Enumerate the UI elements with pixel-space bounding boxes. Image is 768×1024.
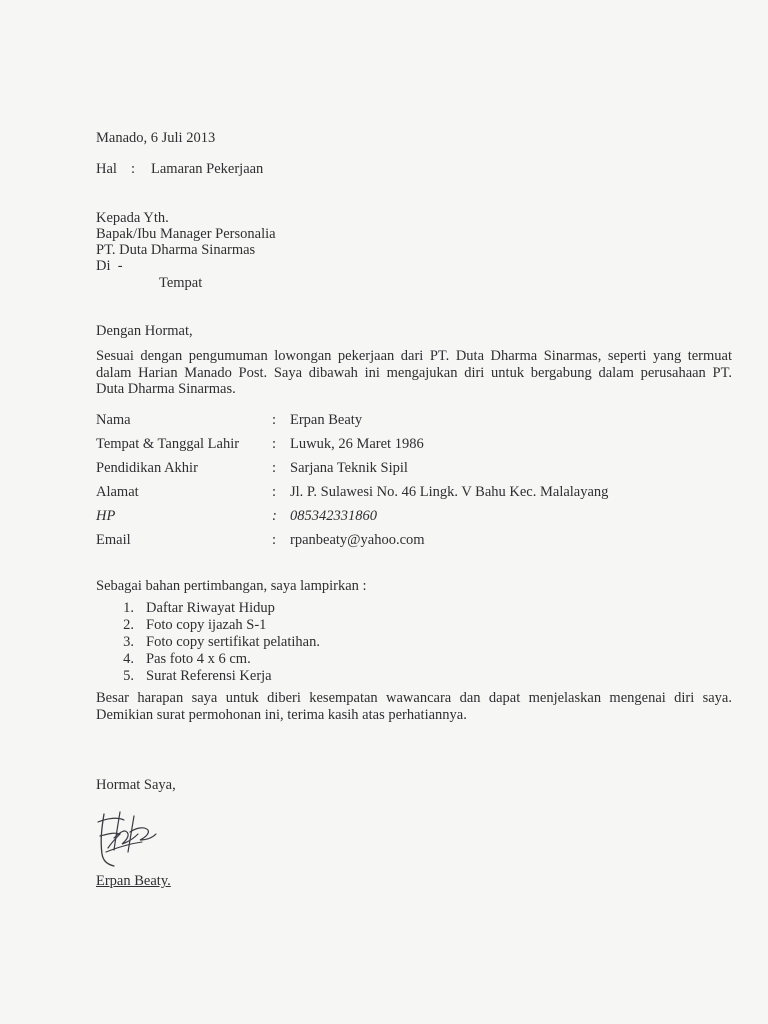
intro-line-3: Duta Dharma Sinarmas.	[96, 381, 236, 397]
detail-label: Email	[96, 532, 131, 548]
detail-colon: :	[272, 412, 277, 428]
detail-value: Sarjana Teknik Sipil	[290, 460, 408, 476]
recipient-line-4: Di -	[96, 258, 123, 274]
subject-label: Hal	[96, 161, 117, 177]
detail-label: Tempat & Tanggal Lahir	[96, 436, 240, 452]
list-item-number: 5.	[123, 668, 134, 684]
intro-line-2: dalam Harian Manado Post. Saya dibawah ini mengajukan diri untuk bergabung dalam perusahaan PT.	[96, 364, 732, 381]
place-date: Manado, 6 Juli 2013	[96, 130, 216, 146]
subject-value: Lamaran Pekerjaan	[151, 161, 264, 177]
detail-label: Alamat	[96, 484, 139, 500]
list-item-text: Surat Referensi Kerja	[146, 668, 272, 684]
detail-value: 085342331860	[290, 508, 377, 524]
signer-name: Erpan Beaty.	[96, 873, 171, 889]
detail-colon: :	[272, 460, 277, 476]
detail-label: HP	[96, 508, 116, 524]
recipient-line-5: Tempat	[159, 275, 203, 291]
list-item-text: Foto copy sertifikat pelatihan.	[146, 634, 320, 650]
handwritten-signature	[94, 808, 158, 868]
list-item-text: Pas foto 4 x 6 cm.	[146, 651, 251, 667]
recipient-line-3: PT. Duta Dharma Sinarmas	[96, 242, 256, 258]
detail-colon: :	[272, 484, 277, 500]
list-item-number: 2.	[123, 617, 134, 633]
sign-off: Hormat Saya,	[96, 777, 176, 793]
greeting: Dengan Hormat,	[96, 323, 193, 339]
detail-colon: :	[272, 436, 277, 452]
list-item-text: Foto copy ijazah S-1	[146, 617, 267, 633]
subject-colon: :	[131, 161, 136, 177]
list-item-number: 1.	[123, 600, 134, 616]
recipient-line-2: Bapak/Ibu Manager Personalia	[96, 226, 276, 242]
detail-value: Luwuk, 26 Maret 1986	[290, 436, 424, 452]
closing-paragraph	[96, 690, 732, 723]
recipient-line-1: Kepada Yth.	[96, 210, 169, 226]
detail-label: Pendidikan Akhir	[96, 460, 198, 476]
detail-value: rpanbeaty@yahoo.com	[290, 532, 425, 548]
intro-paragraph	[96, 348, 732, 398]
list-item-text: Daftar Riwayat Hidup	[146, 600, 275, 616]
detail-colon: :	[272, 508, 277, 524]
detail-label: Nama	[96, 412, 131, 428]
detail-value: Erpan Beaty	[290, 412, 363, 428]
detail-value: Jl. P. Sulawesi No. 46 Lingk. V Bahu Kec. Malalayang	[290, 484, 609, 500]
intro-line-1: Sesuai dengan pengumuman lowongan pekerjaan dari PT. Duta Dharma Sinarmas, seperti yang termuat	[96, 348, 732, 364]
list-item-number: 4.	[123, 651, 134, 667]
closing-line-2: Demikian surat permohonan ini, terima kasih atas perhatiannya.	[96, 706, 467, 723]
detail-colon: :	[272, 532, 277, 548]
attachments-intro: Sebagai bahan pertimbangan, saya lampirkan :	[96, 578, 367, 594]
closing-line-1: Besar harapan saya untuk diberi kesempatan wawancara dan dapat menjelaskan mengenai diri saya.	[96, 690, 732, 706]
list-item-number: 3.	[123, 634, 134, 650]
